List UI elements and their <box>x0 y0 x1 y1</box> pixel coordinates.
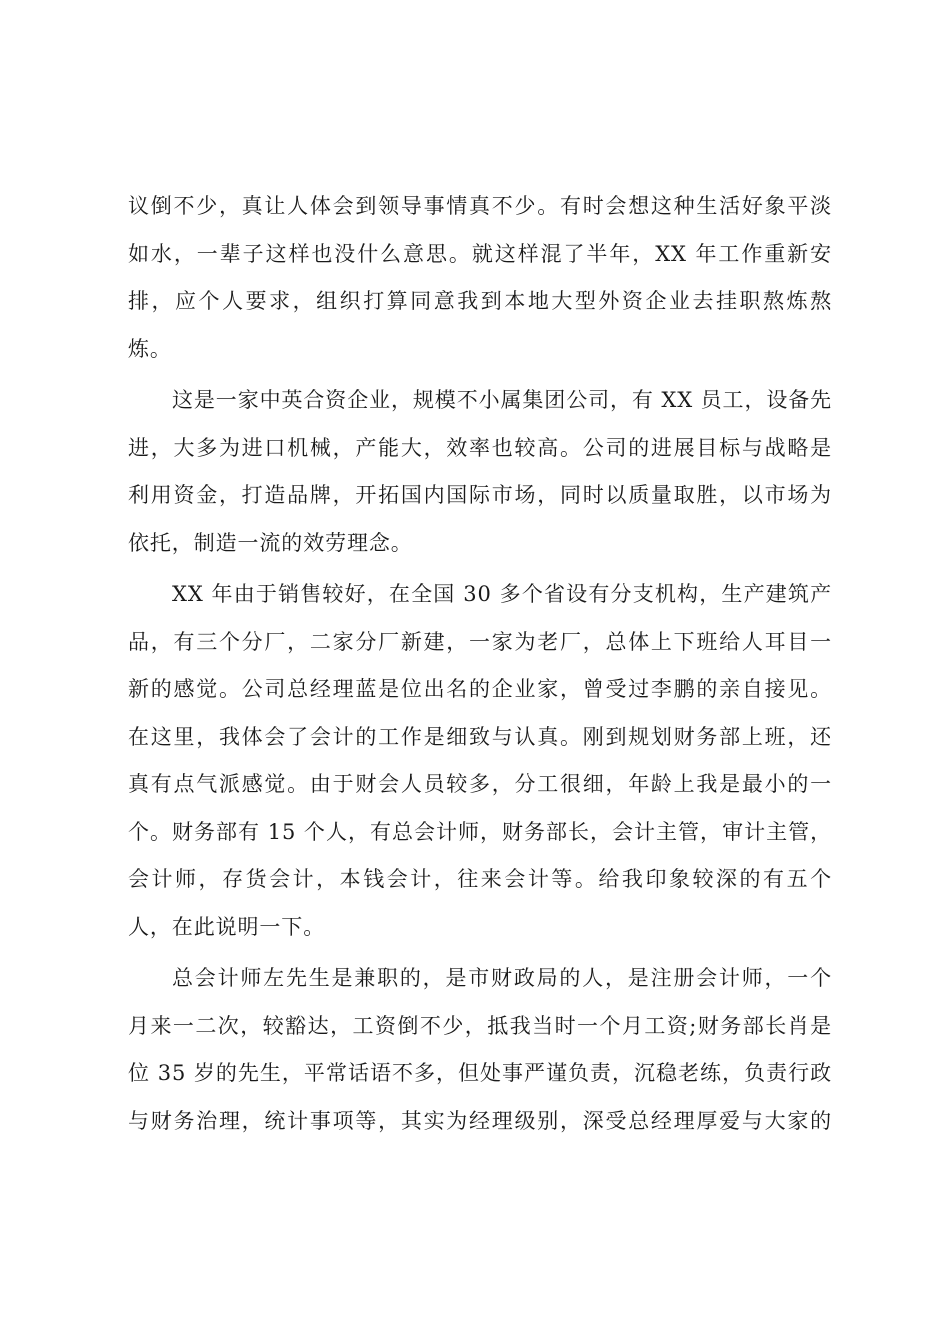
text-line: 这是一家中英合资企业，规模不小属集团公司，有 XX 员工，设备先 <box>172 388 833 412</box>
text-line: 月来一二次，较豁达，工资倒不少，抵我当时一个月工资;财务部长肖是 <box>128 1013 832 1038</box>
text-line: 人，在此说明一下。 <box>128 914 326 939</box>
text-line: 进，大多为进口机械，产能大，效率也较高。公司的进展目标与战略是 <box>128 435 832 460</box>
text-line: 个。财务部有 15 个人，有总会计师，财务部长，会计主管，审计主管， <box>128 819 832 844</box>
text-line: 如水，一辈子这样也没什么意思。就这样混了半年，XX 年工作重新安 <box>128 241 832 266</box>
text-line: 新的感觉。公司总经理蓝是位出名的企业家，曾受过李鹏的亲自接见。 <box>128 677 832 701</box>
text-line: 利用资金，打造品牌，开拓国内国际市场，同时以质量取胜，以市场为 <box>128 483 832 507</box>
text-line: 与财务治理，统计事项等，其实为经理级别，深受总经理厚爱与大家的 <box>128 1108 832 1133</box>
text-line: 依托，制造一流的效劳理念。 <box>128 530 413 555</box>
paragraph-2 <box>128 377 832 567</box>
text-line: 议倒不少，真让人体会到领导事情真不少。有时会想这种生活好象平淡 <box>128 194 832 218</box>
text-line: 总会计师左先生是兼职的，是市财政局的人，是注册会计师，一个 <box>172 966 832 990</box>
text-line: 会计师，存货会计，本钱会计，往来会计等。给我印象较深的有五个 <box>128 867 832 891</box>
text-line: 真有点气派感觉。由于财会人员较多，分工很细，年龄上我是最小的一 <box>128 772 832 796</box>
text-line: 在这里，我体会了会计的工作是细致与认真。刚到规划财务部上班，还 <box>128 724 832 749</box>
text-line: 位 35 岁的先生，平常话语不多，但处事严谨负责，沉稳老练，负责行政 <box>128 1061 832 1085</box>
paragraph-4 <box>128 955 832 1145</box>
text-line: 排，应个人要求，组织打算同意我到本地大型外资企业去挂职熬炼熬 <box>128 289 832 313</box>
text-line: 炼。 <box>128 336 172 361</box>
text-line: 品，有三个分厂，二家分厂新建，一家为老厂，总体上下班给人耳目一 <box>128 629 832 654</box>
paragraph-3 <box>128 571 832 951</box>
document-body <box>128 183 832 1145</box>
text-line: XX 年由于销售较好，在全国 30 多个省设有分支机构，生产建筑产 <box>172 582 832 606</box>
paragraph-1 <box>128 183 832 373</box>
